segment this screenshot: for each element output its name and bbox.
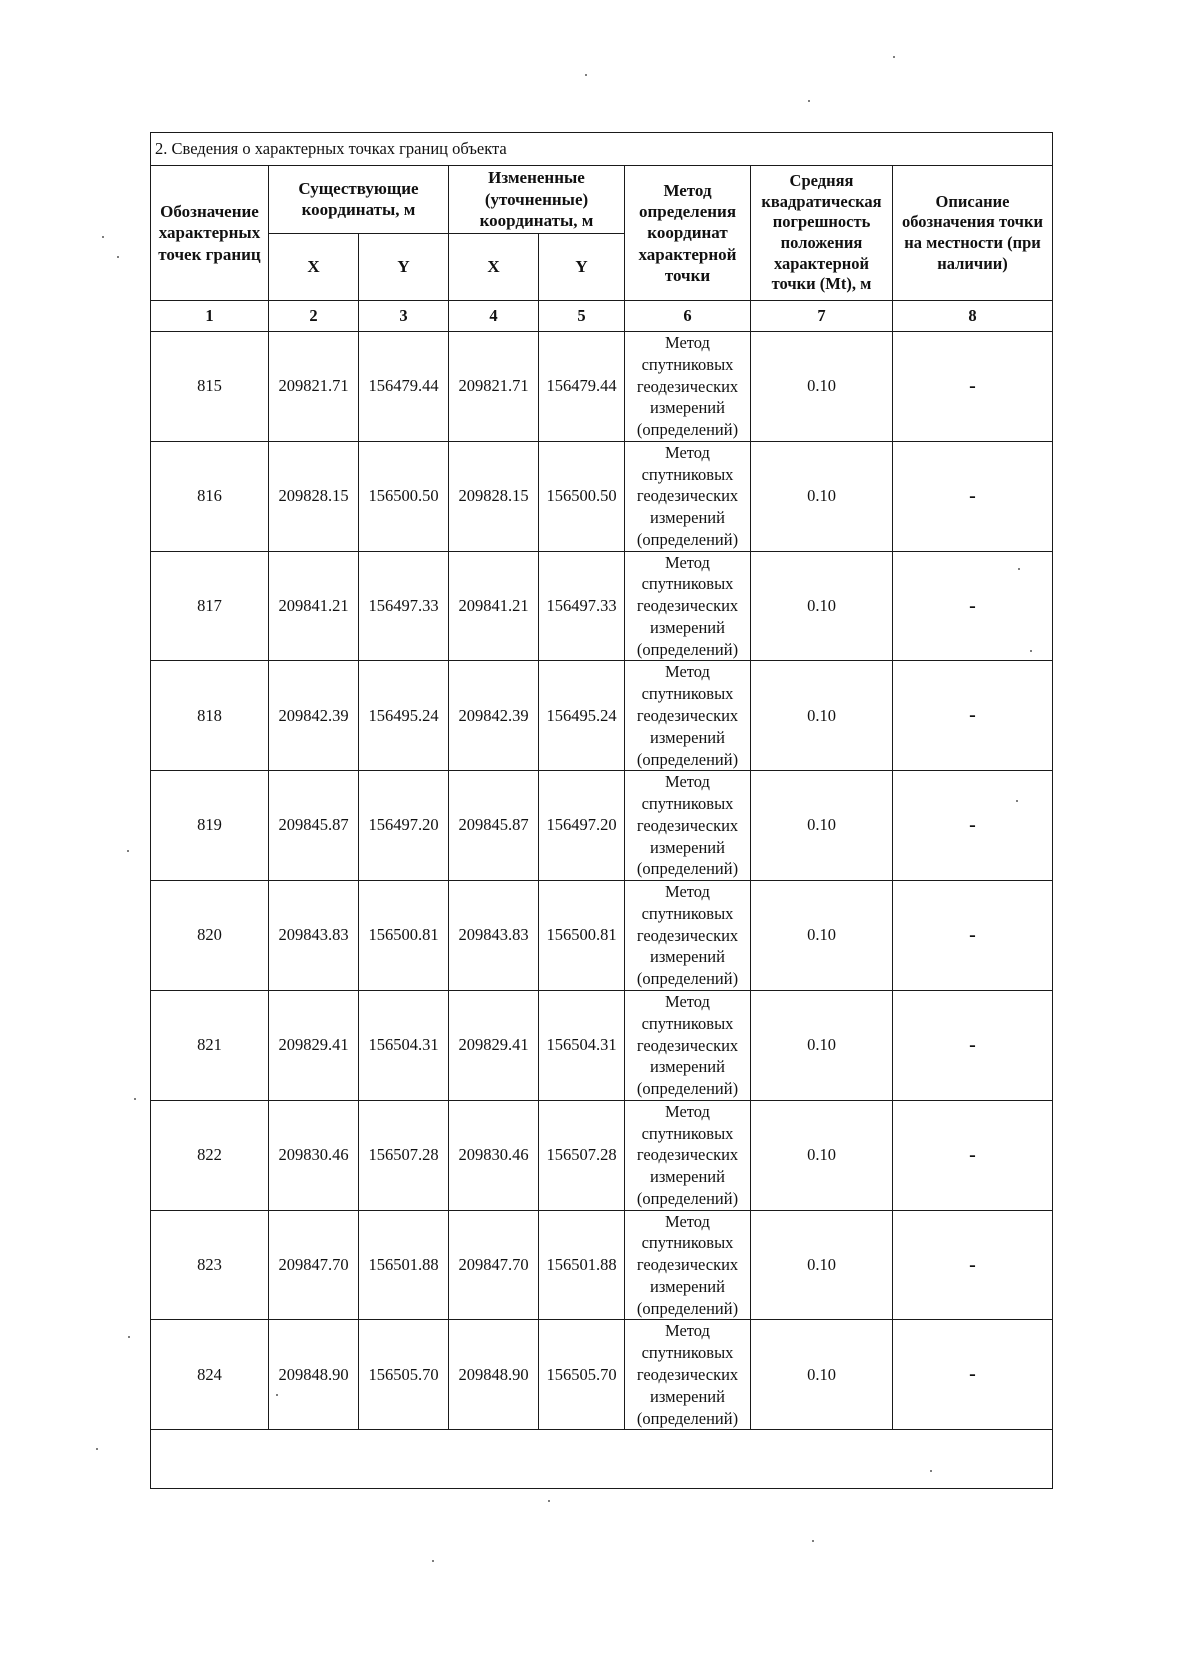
header-existing-y: Y [359, 233, 449, 301]
method-value: Метод спутниковых геодезических измерений (определений) [625, 990, 751, 1100]
existing-x-value: 209841.21 [269, 551, 359, 661]
table-row [151, 1210, 1053, 1320]
document-sheet [150, 132, 1052, 1489]
method-value: Метод спутниковых геодезических измерений (определений) [625, 441, 751, 551]
error-value: 0.10 [751, 990, 893, 1100]
point-designation: 822 [151, 1100, 269, 1210]
section-title-row [151, 133, 1053, 166]
error-value: 0.10 [751, 1100, 893, 1210]
existing-x-value: 209830.46 [269, 1100, 359, 1210]
refined-x-value: 209845.87 [449, 771, 539, 881]
refined-y-value: 156505.70 [539, 1320, 625, 1430]
column-number: 7 [751, 301, 893, 332]
description-value: - [893, 332, 1053, 442]
method-value: Метод спутниковых геодезических измерений (определений) [625, 551, 751, 661]
scan-speck [128, 1336, 130, 1338]
scan-speck [432, 1560, 434, 1562]
method-value: Метод спутниковых геодезических измерений (определений) [625, 1210, 751, 1320]
method-value: Метод спутниковых геодезических измерений (определений) [625, 332, 751, 442]
existing-y-value: 156497.20 [359, 771, 449, 881]
header-description: Описание обозначения точки на местности (при наличии) [893, 166, 1053, 301]
point-designation: 815 [151, 332, 269, 442]
existing-y-value: 156479.44 [359, 332, 449, 442]
refined-x-value: 209843.83 [449, 881, 539, 991]
refined-y-value: 156495.24 [539, 661, 625, 771]
table-body [151, 133, 1053, 1489]
refined-y-value: 156497.33 [539, 551, 625, 661]
refined-y-value: 156504.31 [539, 990, 625, 1100]
header-row-1 [151, 166, 1053, 234]
refined-x-value: 209829.41 [449, 990, 539, 1100]
method-value: Метод спутниковых геодезических измерений (определений) [625, 771, 751, 881]
column-number: 1 [151, 301, 269, 332]
refined-x-value: 209848.90 [449, 1320, 539, 1430]
table-footer-row [151, 1430, 1053, 1489]
refined-x-value: 209821.71 [449, 332, 539, 442]
scan-speck [893, 56, 895, 58]
description-value: - [893, 441, 1053, 551]
refined-x-value: 209842.39 [449, 661, 539, 771]
existing-x-value: 209845.87 [269, 771, 359, 881]
description-value: - [893, 1320, 1053, 1430]
point-designation: 824 [151, 1320, 269, 1430]
column-number: 8 [893, 301, 1053, 332]
scan-speck [276, 1394, 278, 1396]
header-refined-y: Y [539, 233, 625, 301]
column-number: 6 [625, 301, 751, 332]
error-value: 0.10 [751, 771, 893, 881]
refined-y-value: 156479.44 [539, 332, 625, 442]
scan-speck [117, 256, 119, 258]
point-designation: 819 [151, 771, 269, 881]
column-number: 5 [539, 301, 625, 332]
scan-speck [1030, 650, 1032, 652]
scan-speck [102, 236, 104, 238]
refined-x-value: 209830.46 [449, 1100, 539, 1210]
table-row [151, 332, 1053, 442]
scan-speck [96, 1448, 98, 1450]
existing-y-value: 156500.81 [359, 881, 449, 991]
error-value: 0.10 [751, 1210, 893, 1320]
column-number: 3 [359, 301, 449, 332]
table-row [151, 881, 1053, 991]
point-designation: 817 [151, 551, 269, 661]
error-value: 0.10 [751, 332, 893, 442]
method-value: Метод спутниковых геодезических измерений (определений) [625, 881, 751, 991]
method-value: Метод спутниковых геодезических измерений (определений) [625, 1320, 751, 1430]
refined-x-value: 209841.21 [449, 551, 539, 661]
existing-y-value: 156500.50 [359, 441, 449, 551]
table-row [151, 661, 1053, 771]
section-title: 2. Сведения о характерных точках границ объекта [151, 133, 1053, 166]
table-row [151, 441, 1053, 551]
point-designation: 821 [151, 990, 269, 1100]
existing-x-value: 209847.70 [269, 1210, 359, 1320]
existing-y-value: 156504.31 [359, 990, 449, 1100]
scan-speck [127, 850, 129, 852]
boundary-points-table [150, 132, 1053, 1489]
point-designation: 816 [151, 441, 269, 551]
description-value: - [893, 661, 1053, 771]
scan-speck [585, 74, 587, 76]
scan-speck [548, 1500, 550, 1502]
description-value: - [893, 771, 1053, 881]
existing-y-value: 156505.70 [359, 1320, 449, 1430]
description-value: - [893, 990, 1053, 1100]
description-value: - [893, 551, 1053, 661]
header-existing-x: X [269, 233, 359, 301]
description-value: - [893, 1210, 1053, 1320]
existing-x-value: 209848.90 [269, 1320, 359, 1430]
point-designation: 820 [151, 881, 269, 991]
existing-y-value: 156501.88 [359, 1210, 449, 1320]
table-row [151, 551, 1053, 661]
scan-speck [812, 1540, 814, 1542]
table-row [151, 1100, 1053, 1210]
header-refined-coordinates: Измененные (уточненные) координаты, м [449, 166, 625, 234]
point-designation: 823 [151, 1210, 269, 1320]
error-value: 0.10 [751, 551, 893, 661]
header-existing-coordinates: Существующие координаты, м [269, 166, 449, 234]
column-numbers-row [151, 301, 1053, 332]
description-value: - [893, 1100, 1053, 1210]
table-row [151, 990, 1053, 1100]
description-value: - [893, 881, 1053, 991]
header-refined-x: X [449, 233, 539, 301]
refined-y-value: 156497.20 [539, 771, 625, 881]
existing-x-value: 209829.41 [269, 990, 359, 1100]
scan-speck [1018, 568, 1020, 570]
table-footer-cell [151, 1430, 1053, 1489]
existing-y-value: 156497.33 [359, 551, 449, 661]
existing-x-value: 209842.39 [269, 661, 359, 771]
error-value: 0.10 [751, 661, 893, 771]
header-method: Метод определения координат характерной точки [625, 166, 751, 301]
table-row [151, 1320, 1053, 1430]
scan-speck [808, 100, 810, 102]
refined-y-value: 156500.50 [539, 441, 625, 551]
method-value: Метод спутниковых геодезических измерений (определений) [625, 1100, 751, 1210]
column-number: 4 [449, 301, 539, 332]
scan-speck [930, 1470, 932, 1472]
table-row [151, 771, 1053, 881]
refined-y-value: 156501.88 [539, 1210, 625, 1320]
error-value: 0.10 [751, 881, 893, 991]
header-designation: Обозначение характерных точек границ [151, 166, 269, 301]
error-value: 0.10 [751, 441, 893, 551]
existing-x-value: 209828.15 [269, 441, 359, 551]
header-error: Средняя квадратическая погрешность положения характерной точки (Mt), м [751, 166, 893, 301]
existing-x-value: 209821.71 [269, 332, 359, 442]
existing-x-value: 209843.83 [269, 881, 359, 991]
error-value: 0.10 [751, 1320, 893, 1430]
refined-x-value: 209847.70 [449, 1210, 539, 1320]
existing-y-value: 156495.24 [359, 661, 449, 771]
column-number: 2 [269, 301, 359, 332]
point-designation: 818 [151, 661, 269, 771]
scan-speck [1016, 800, 1018, 802]
existing-y-value: 156507.28 [359, 1100, 449, 1210]
scan-speck [134, 1098, 136, 1100]
refined-x-value: 209828.15 [449, 441, 539, 551]
refined-y-value: 156507.28 [539, 1100, 625, 1210]
refined-y-value: 156500.81 [539, 881, 625, 991]
method-value: Метод спутниковых геодезических измерений (определений) [625, 661, 751, 771]
